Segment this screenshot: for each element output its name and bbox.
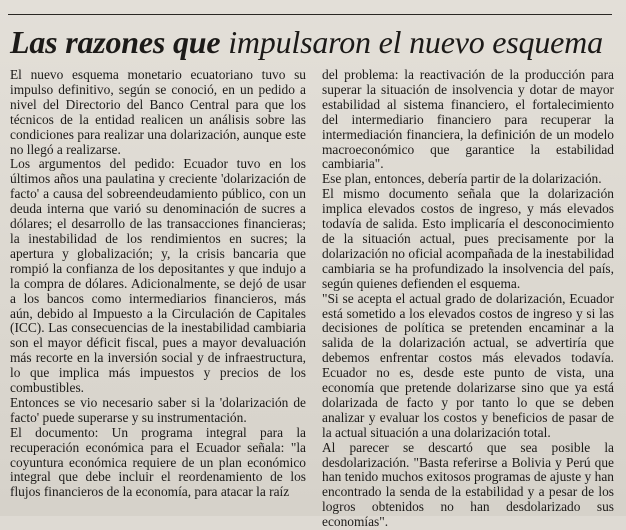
article-headline	[10, 22, 620, 62]
paragraph: Ese plan, entonces, debería partir de la dolarización.	[322, 171, 602, 187]
right-column	[322, 68, 614, 530]
paragraph: Al parecer se descartó que sea posible la desdolarización. "Basta referirse a Bolivia y Perú que han tenido muchos exitosos programas de ajuste y han encontrado la senda de la estabilidad y a pesar de los logros obtenidos no han desdolarizado sus economías".	[322, 439, 614, 530]
paragraph: del problema: la reactivación de la producción para superar la situación de insolvencia y dotar de mayor estabilidad al sistema financiero, el fortalecimiento del intermediario financiero para recuperar la intermediación financiera, la definición de un modelo macroeconómico que garantice la estabilidad cambiaria".	[322, 67, 614, 172]
left-column	[10, 68, 306, 500]
paragraph: Entonces se vio necesario saber si la 'dolarización de facto' puede superarse y su instrumentación.	[10, 394, 306, 425]
paragraph: "Si se acepta el actual grado de dolarización, Ecuador está sometido a los elevados costos de ingreso y si las decisiones de política se pretenden encaminar a la salida de la dolarización actual, se advertiría que debemos enfrentar costos más elevados todavía. Ecuador no es, desde este punto de vista, una economía que pretende dolarizarse sino que ya está dolarizada de facto y por tanto lo que se deben analizar y evaluar los costos y beneficios de pasar de la actual situación a una dolarización total.	[322, 290, 614, 440]
top-rule-divider	[8, 14, 612, 15]
headline-bold-part: Las razones que	[10, 24, 221, 60]
paragraph: El mismo documento señala que la dolarización implica elevados costos de ingreso, y más elevados todavía de salida. Esto implicaría el desconocimiento de la situación actual, pues precisamente por la dolarización no oficial acompañada de la inestabilidad cambiaria se ha profundizado la insolvencia del país, según quienes defienden el esquema.	[322, 186, 614, 291]
paragraph: El documento: Un programa integral para la recuperación económica para el Ecuador señala: "la coyuntura económica requiere de un plan económico integral que debe incluir el reordenamiento de los flujos financieros de la economía, para atacar la raíz	[10, 424, 306, 500]
paragraph: El nuevo esquema monetario ecuatoriano tuvo su impulso definitivo, según se conoció, en un pedido a nivel del Directorio del Banco Central para que los técnicos de la entidad realicen un análisis sobre las condiciones para realizar una dolarización, aunque este no llegó a realizarse.	[10, 67, 306, 157]
headline-light-part: impulsaron el nuevo esquema	[228, 24, 603, 60]
paragraph: Los argumentos del pedido: Ecuador tuvo en los últimos años una paulatina y creciente 'dolarización de facto' a causa del sobreendeudamiento público, con un deuda interna que varió su denominación de sucres a dólares; el desarrollo de las transacciones financieras; la inestabilidad de los rendimientos en sucres; la apertura y globalización; y, la crisis bancaria que rompió la confianza de los depositantes y que indujo a la compra de dólares. Adicionalmente, se dejó de usar a los bancos como intermediarios financieros, más aún, debido al Impuesto a la Circulación de Capitales (ICC). Las consecuencias de la inestabilidad cambiaria son el mayor déficit fiscal, pues a mayor devaluación más recorte en la inversión social y de infraestructura, lo que implica más impuestos y precios de los combustibles.	[10, 156, 306, 396]
